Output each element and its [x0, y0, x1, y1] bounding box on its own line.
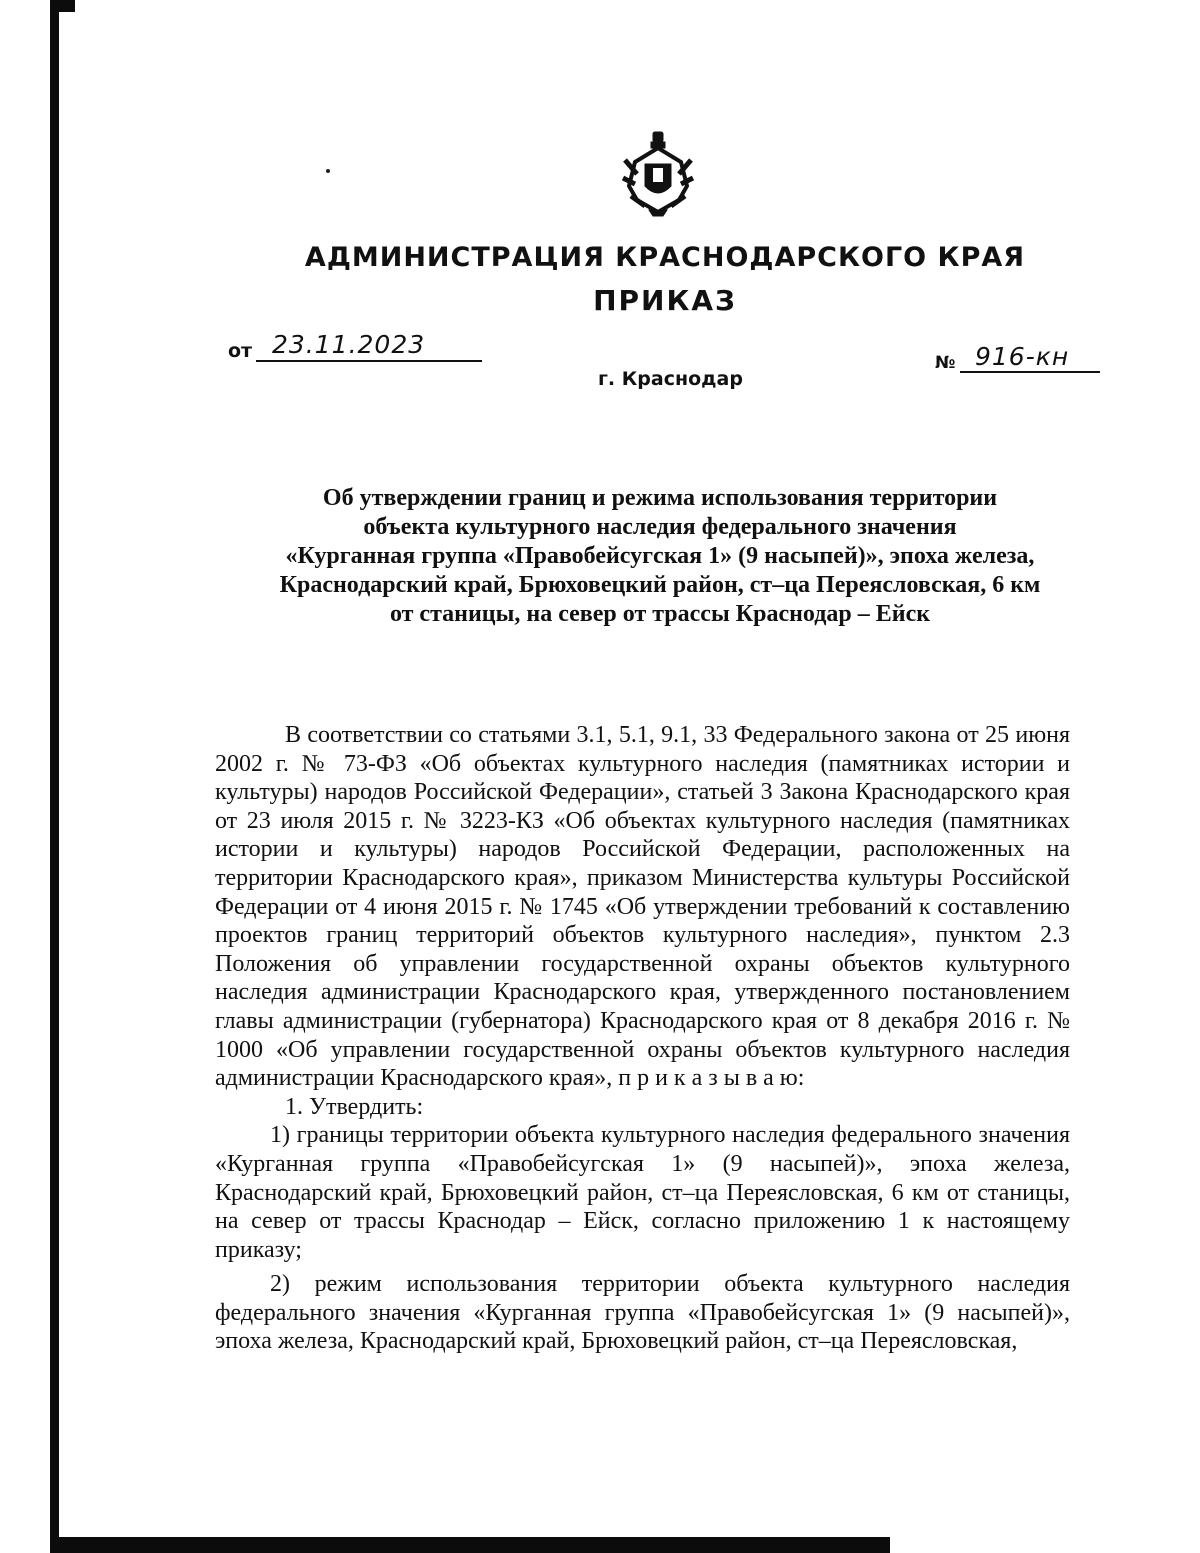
scan-speck — [326, 169, 330, 173]
organization-name: АДМИНИСТРАЦИЯ КРАСНОДАРСКОГО КРАЯ — [304, 242, 1026, 273]
city-name: г. Краснодар — [598, 368, 743, 390]
document-body — [215, 721, 1070, 1356]
order-item-1: 1. Утвердить: — [285, 1093, 424, 1120]
number-value: 916-кн — [975, 342, 1070, 371]
title-line: объекта культурного наследия федерального значения — [363, 514, 957, 540]
document-title — [180, 484, 1140, 629]
document-type: ПРИКАЗ — [593, 284, 737, 317]
number-label: № — [935, 353, 956, 373]
coat-of-arms-icon — [615, 130, 701, 218]
scan-border-bottom — [50, 1537, 890, 1553]
scan-border-left — [50, 0, 59, 1553]
title-line: Краснодарский край, Брюховецкий район, ст–ца Переясловская, 6 км — [279, 572, 1041, 598]
order-subitem-1: 1) границы территории объекта культурного наследия федерального значения «Курганная группа «Правобейсугская 1» (9 насыпей)», эпоха железа, Краснодарский край, Брюховецкий район, ст–ца Переясловская, 6 км от станицы, на север от трассы Краснодар – Ейск, согласно приложению 1 к настоящему приказу; — [215, 1122, 1070, 1263]
order-subitem-2: 2) режим использования территории объекта культурного наследия федерального значения «Курганная группа «Правобейсугская 1» (9 насыпей)», эпоха железа, Краснодарский край, Брюховецкий район, ст–ца Переясловская, — [215, 1271, 1070, 1355]
date-value: 23.11.2023 — [272, 330, 426, 359]
scan-border-corner — [59, 0, 75, 12]
title-line: от станицы, на север от трассы Краснодар – Ейск — [389, 601, 931, 627]
title-line: «Курганная группа «Правобейсугская 1» (9 насыпей)», эпоха железа, — [285, 543, 1035, 569]
preamble-paragraph: В соответствии со статьями 3.1, 5.1, 9.1, 33 Федерального закона от 25 июня 2002 г. № 73-ФЗ «Об объектах культурного наследия (памятниках истории и культуры) народов Российской Федерации», статьей 3 Закона Краснодарского края от 23 июля 2015 г. № 3223-КЗ «Об объектах культурного наследия (памятниках истории и культуры) народов Российской Федерации, расположенных на территории Краснодарского края», приказом Министерства культуры Российской Федерации от 4 июня 2015 г. № 1745 «Об утверждении требований к составлению проектов границ территорий объектов культурного наследия», пунктом 2.3 Положения об управлении государственной охраны объектов культурного наследия администрации Краснодарского края, утвержденного постановлением главы администрации (губернатора) Краснодарского края от 8 декабря 2016 г. № 1000 «Об управлении государственной охраны объектов культурного наследия администрации Краснодарского края», п р и к а з ы в а ю: — [215, 722, 1070, 1092]
date-label: от — [228, 340, 253, 362]
title-line: Об утверждении границ и режима использования территории — [322, 485, 998, 511]
date-underline — [256, 360, 482, 362]
number-underline — [960, 371, 1100, 373]
